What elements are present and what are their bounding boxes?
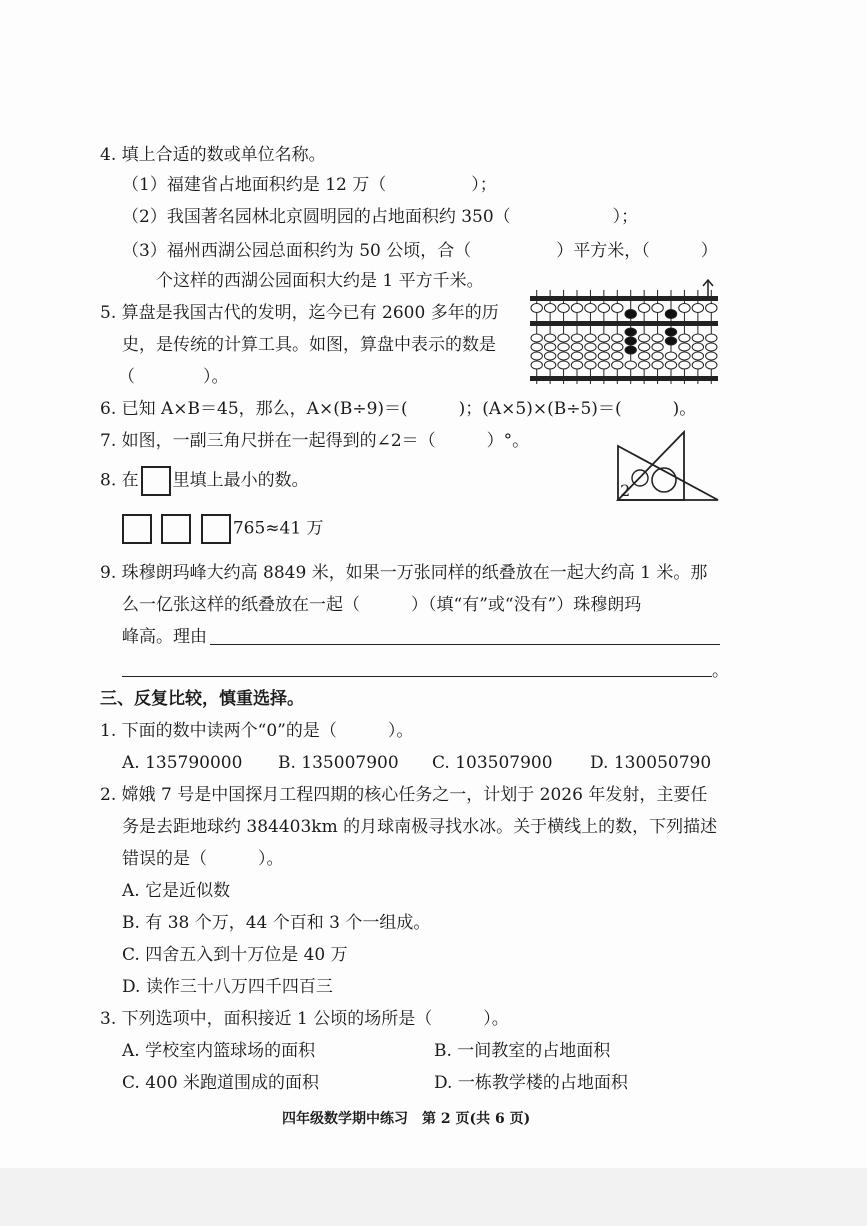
abacus-lower-bead — [598, 334, 609, 342]
abacus-lower-bead — [598, 352, 609, 360]
abacus-lower-bead — [558, 352, 569, 360]
q8-expr-text: 765≈41 万 — [232, 518, 324, 539]
abacus-lower-bead — [571, 343, 582, 351]
triangle-rulers-figure — [612, 428, 724, 504]
abacus-upper-bead — [625, 310, 636, 319]
abacus-lower-bead — [585, 352, 596, 360]
abacus-lower-bead — [558, 334, 569, 342]
abacus-lower-bead — [652, 334, 663, 342]
abacus-lower-bead — [679, 361, 690, 369]
q5-line2: 史，是传统的计算工具。如图，算盘中表示的数是 — [122, 335, 496, 355]
abacus-lower-bead — [692, 334, 703, 342]
s2-option-b[interactable]: B. 有 38 个万，44 个百和 3 个一组成。 — [122, 913, 431, 933]
abacus-upper-bead — [638, 304, 649, 313]
abacus-lower-bead — [544, 334, 555, 342]
abacus-lower-bead — [544, 343, 555, 351]
abacus-lower-bead — [544, 361, 555, 369]
s3-question: 3. 下列选项中，面积接近 1 公顷的场所是（ ）。 — [100, 1009, 509, 1029]
abacus-lower-bead — [665, 361, 676, 369]
abacus-lower-bead — [638, 352, 649, 360]
s1-option-b[interactable]: B. 135007900 — [278, 753, 399, 773]
abacus-lower-bead — [665, 337, 676, 345]
abacus-lower-bead — [612, 361, 623, 369]
abacus-lower-bead — [625, 328, 636, 336]
abacus-lower-bead — [625, 346, 636, 354]
scan-margin — [0, 1168, 867, 1226]
section3-title: 三、反复比较，慎重选择。 — [100, 689, 304, 709]
q4-part3: （3）福州西湖公园总面积约为 50 公顷，合（ ）平方米，（ ） — [122, 241, 718, 261]
q5-line1: 5. 算盘是我国古代的发明，迄今已有 2600 多年的历 — [100, 303, 499, 323]
q9-line3: 峰高。理由 — [122, 627, 207, 647]
s3-option-d[interactable]: D. 一栋教学楼的占地面积 — [434, 1073, 628, 1093]
abacus-lower-bead — [571, 361, 582, 369]
abacus-lower-bead — [585, 361, 596, 369]
abacus-lower-bead — [531, 352, 542, 360]
abacus-lower-bead — [625, 337, 636, 345]
s2-option-c[interactable]: C. 四舍五入到十万位是 40 万 — [122, 945, 348, 965]
abacus-lower-bead — [652, 352, 663, 360]
abacus-lower-bead — [531, 343, 542, 351]
abacus-lower-bead — [692, 352, 703, 360]
abacus-upper-bead — [544, 304, 555, 313]
abacus-lower-bead — [652, 361, 663, 369]
s2-line1: 2. 嫦娥 7 号是中国探月工程四期的核心任务之一，计划于 2026 年发射，主要任 — [100, 785, 708, 805]
s2-line2: 务是去距地球约 384403km 的月球南极寻找水冰。关于横线上的数，下列描述 — [122, 817, 718, 837]
q8-text — [100, 466, 309, 496]
abacus-lower-bead — [571, 352, 582, 360]
abacus-upper-bead — [652, 304, 663, 313]
abacus-upper-bead — [679, 304, 690, 313]
q9-end: 。 — [712, 661, 729, 681]
abacus-lower-bead — [612, 334, 623, 342]
s1-option-d[interactable]: D. 130050790 — [590, 753, 712, 773]
q8-post: 里填上最小的数。 — [172, 470, 309, 491]
s3-option-c[interactable]: C. 400 米跑道围成的面积 — [122, 1073, 320, 1093]
abacus-lower-bead — [638, 343, 649, 351]
abacus-lower-bead — [598, 361, 609, 369]
q4-part3-cont: 个这样的西湖公园面积大约是 1 平方千米。 — [156, 271, 484, 291]
q9-line2: 么一亿张这样的纸叠放在一起（ ）（填“有”或“没有”）珠穆朗玛 — [122, 595, 642, 615]
abacus-lower-bead — [692, 361, 703, 369]
abacus-lower-bead — [679, 334, 690, 342]
abacus-upper-bead — [706, 304, 717, 313]
abacus-lower-bead — [679, 343, 690, 351]
digit-box-3[interactable] — [201, 514, 231, 544]
abacus-upper-bead — [571, 304, 582, 313]
q4-title: 4. 填上合适的数或单位名称。 — [100, 145, 326, 165]
abacus-lower-bead — [571, 334, 582, 342]
abacus-upper-bead — [585, 304, 596, 313]
abacus-lower-bead — [585, 334, 596, 342]
q8-expression — [120, 514, 324, 544]
s1-question: 1. 下面的数中读两个“0”的是（ ）。 — [100, 721, 414, 741]
abacus-lower-bead — [598, 343, 609, 351]
abacus-upper-bead — [531, 304, 542, 313]
abacus-figure — [528, 276, 722, 386]
s2-line3: 错误的是（ ）。 — [122, 849, 284, 869]
abacus-lower-bead — [612, 343, 623, 351]
abacus-lower-bead — [585, 343, 596, 351]
digit-box-1[interactable] — [122, 514, 152, 544]
abacus-lower-bead — [665, 352, 676, 360]
s2-option-a[interactable]: A. 它是近似数 — [122, 881, 231, 901]
abacus-lower-bead — [692, 343, 703, 351]
abacus-lower-bead — [544, 352, 555, 360]
abacus-upper-bead — [665, 310, 676, 319]
angle-2-label: 2 — [620, 481, 631, 500]
abacus-upper-bead — [612, 304, 623, 313]
abacus-upper-bead — [558, 304, 569, 313]
abacus-lower-bead — [531, 334, 542, 342]
s3-option-b[interactable]: B. 一间教室的占地面积 — [434, 1041, 611, 1061]
s1-option-c[interactable]: C. 103507900 — [432, 753, 553, 773]
abacus-upper-bead — [598, 304, 609, 313]
abacus-lower-bead — [706, 343, 717, 351]
q4-part2: （2）我国著名园林北京圆明园的占地面积约 350（ ）； — [122, 207, 639, 227]
digit-box-2[interactable] — [161, 514, 191, 544]
abacus-lower-bead — [652, 343, 663, 351]
abacus-lower-bead — [531, 361, 542, 369]
abacus-lower-bead — [558, 361, 569, 369]
reason-answer-line-2[interactable] — [122, 676, 712, 677]
q9-line1: 9. 珠穆朗玛峰大约高 8849 米，如果一万张同样的纸叠放在一起大约高 1 米。那 — [100, 563, 708, 583]
answer-box[interactable] — [141, 466, 171, 496]
s1-option-a[interactable]: A. 135790000 — [122, 753, 243, 773]
abacus-lower-bead — [706, 352, 717, 360]
reason-answer-line-1[interactable] — [210, 644, 720, 645]
abacus-lower-bead — [558, 343, 569, 351]
abacus-lower-bead — [679, 352, 690, 360]
s3-option-a[interactable]: A. 学校室内篮球场的面积 — [122, 1041, 316, 1061]
q6-text: 6. 已知 A×B＝45，那么，A×(B÷9)＝( )；(A×5)×(B÷5)＝( )。 — [100, 399, 697, 419]
q5-line3: （ ）。 — [118, 367, 229, 387]
abacus-lower-bead — [706, 334, 717, 342]
s2-option-d[interactable]: D. 读作三十八万四千四百三 — [122, 977, 333, 997]
abacus-lower-bead — [706, 361, 717, 369]
abacus-lower-bead — [612, 352, 623, 360]
q4-part1: （1）福建省占地面积约是 12 万（ ）； — [122, 175, 497, 195]
abacus-lower-bead — [638, 334, 649, 342]
q8-pre: 8. 在 — [100, 470, 139, 491]
page-footer: 四年级数学期中练习 第 2 页(共 6 页) — [282, 1111, 531, 1127]
abacus-lower-bead — [665, 328, 676, 336]
q7-text: 7. 如图，一副三角尺拼在一起得到的∠2＝（ ）°。 — [100, 431, 530, 451]
abacus-lower-bead — [638, 361, 649, 369]
abacus-upper-bead — [692, 304, 703, 313]
abacus-lower-bead — [625, 361, 636, 369]
